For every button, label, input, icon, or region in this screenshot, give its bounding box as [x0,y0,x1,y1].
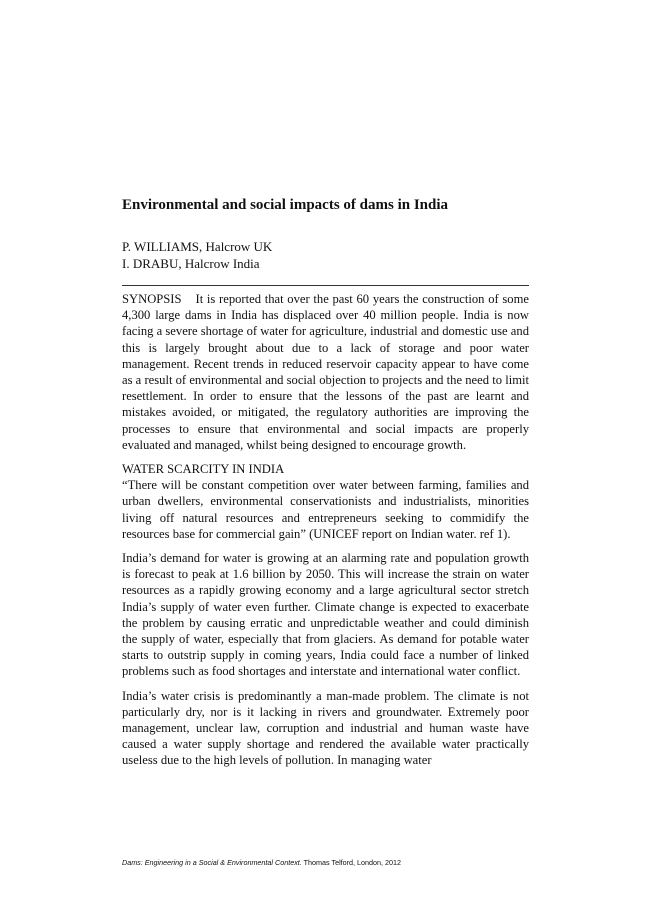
synopsis-paragraph [122,291,529,453]
paper-body [122,291,529,777]
author-list [122,238,272,272]
author-line: I. DRABU, Halcrow India [122,256,260,271]
block-quote: “There will be constant competition over water between farming, families and urban dwellers, environmental conservationists and industrialists, minorities living off natural resources and entrepreneurs seeking to commidify the resources base for commercial gain” (UNICEF report on Indian water. ref 1). [122,478,529,541]
separator-rule [122,285,529,286]
author-line: P. WILLIAMS, Halcrow UK [122,239,273,254]
paper-title: Environmental and social impacts of dams in India [122,197,449,213]
body-paragraph: India’s water crisis is predominantly a man-made problem. The climate is not particularly dry, nor is it lacking in rivers and groundwater. Extremely poor management, unclear law, corruption and industrial and human waste have caused a water supply shortage and rendered the available water practically useless due to the high levels of pollution. In managing water [122,688,529,768]
footer-source: Dams: Engineering in a Social & Environmental Context. [122,858,302,867]
synopsis-text: It is reported that over the past 60 years the construction of some 4,300 large dams in India has displaced over 40 million people. India is now facing a severe shortage of water for agriculture, industrial and domestic use and this is largely brought about due to a lack of storage and poor water management. Recent trends in reduced reservoir capacity appear to have come as a result of environmental and social objection to projects and the need to limit resettlement. In order to ensure that the lessons of the past are learnt and mistakes avoided, or mitigated, the regulatory authorities are improving the processes to ensure that environmental and social impacts are properly evaluated and managed, whilst being designed to encourage growth. [122,292,529,452]
section-heading: WATER SCARCITY IN INDIA [122,462,285,477]
synopsis-label: SYNOPSIS [122,292,182,306]
page-footer [122,858,401,867]
footer-publisher: Thomas Telford, London, 2012 [303,858,402,867]
body-paragraph: India’s demand for water is growing at an alarming rate and population growth is forecast to peak at 1.6 billion by 2050. This will increase the strain on water resources as a rapidly growing economy and a large agricultural sector stretch India’s supply of water even further. Climate change is expected to exacerbate the problem by causing erratic and unpredictable weather and could diminish the supply of water, especially that from glaciers. As demand for potable water starts to outstrip supply in coming years, India could face a number of linked problems such as food shortages and interstate and international water conflict. [122,551,529,679]
